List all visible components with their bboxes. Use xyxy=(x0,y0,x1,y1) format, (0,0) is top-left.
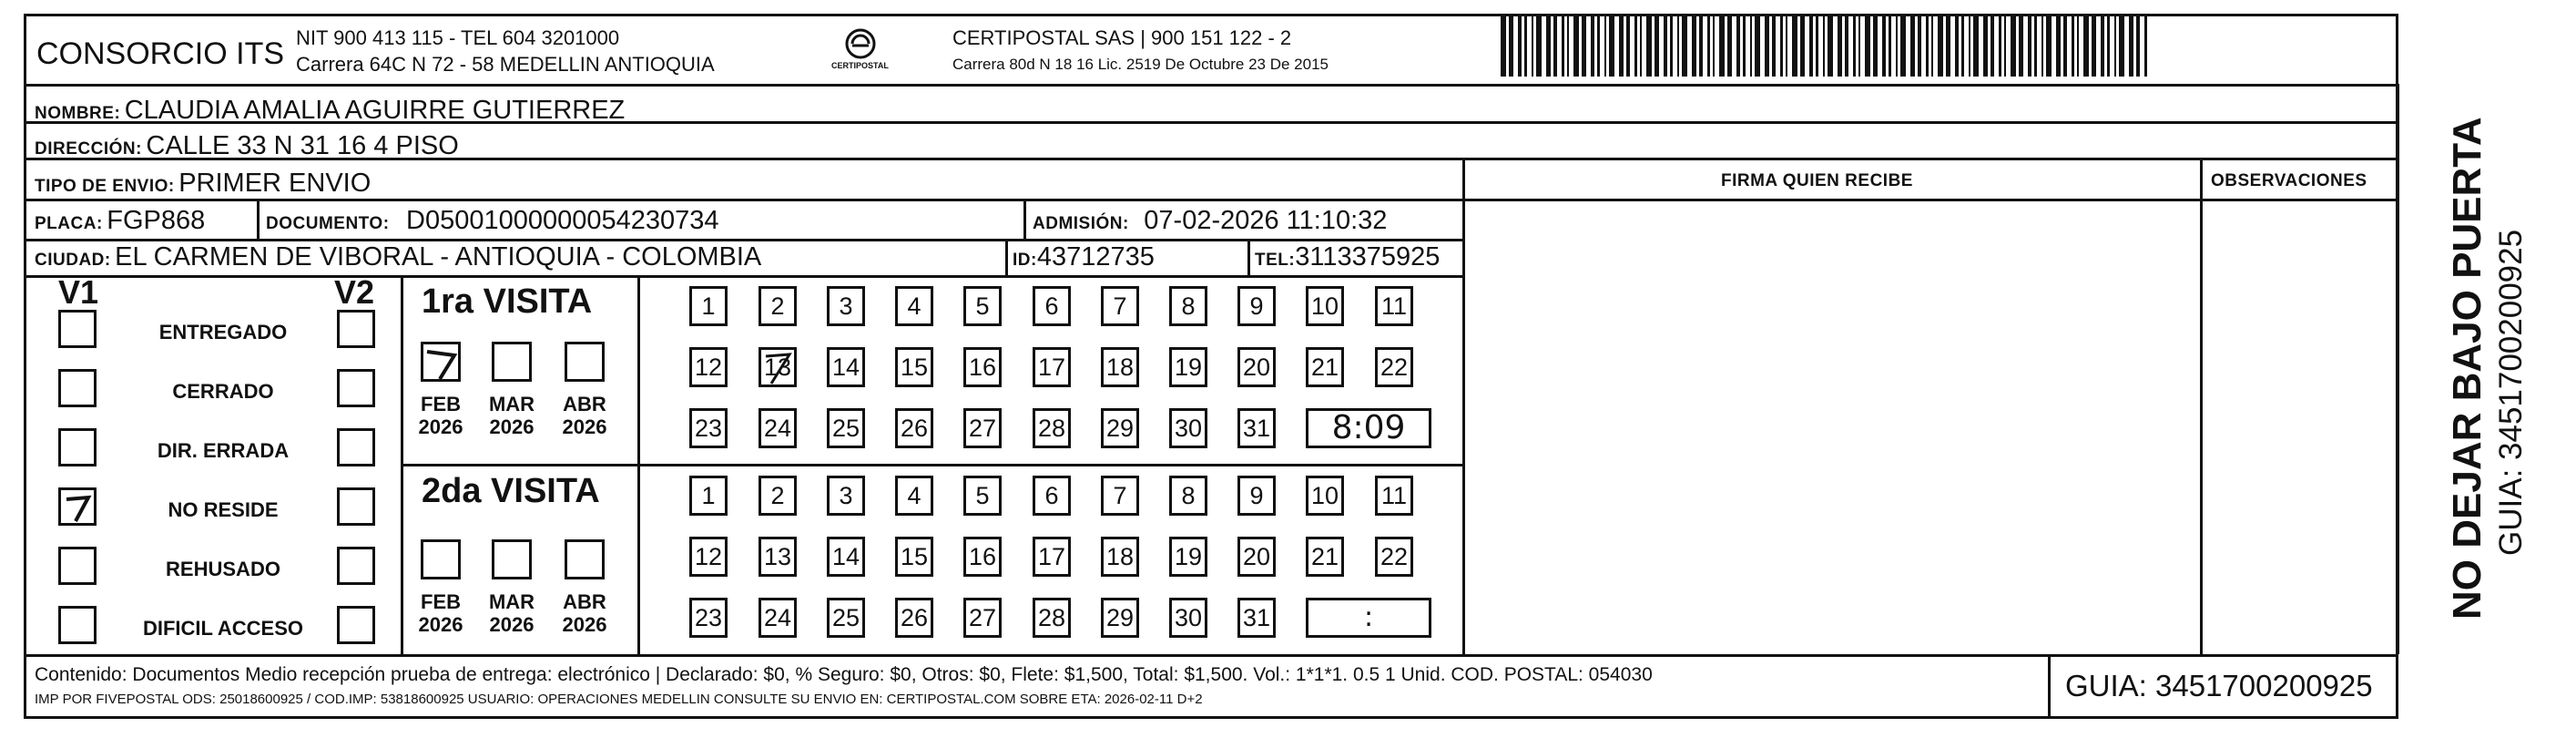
month-label: ABR 2026 xyxy=(562,590,607,637)
first-visit-time-box[interactable]: 8:09 xyxy=(1306,408,1431,448)
second-visit-day-box[interactable]: 13 xyxy=(759,537,797,577)
v1-checkbox[interactable] xyxy=(58,428,97,466)
firma-label: FIRMA QUIEN RECIBE xyxy=(1721,171,1913,190)
month-label: FEB 2026 xyxy=(418,590,463,637)
second-visit-day-box[interactable]: 19 xyxy=(1169,537,1207,577)
first-visit-day-box[interactable]: 18 xyxy=(1101,347,1139,387)
nombre-value: CLAUDIA AMALIA AGUIRRE GUTIERREZ xyxy=(124,96,626,125)
first-visit-day-box[interactable]: 27 xyxy=(963,408,1002,448)
second-visit-day-box[interactable]: 18 xyxy=(1101,537,1139,577)
second-visit-day-box[interactable]: 4 xyxy=(895,476,933,516)
placa-label: PLACA: xyxy=(35,214,103,233)
status-option-label: ENTREGADO xyxy=(158,321,288,343)
second-visit-day-box[interactable]: 22 xyxy=(1375,537,1413,577)
first-visit-day-box[interactable]: 17 xyxy=(1033,347,1071,387)
v1-checkbox[interactable] xyxy=(58,547,97,585)
v1-checkbox[interactable] xyxy=(58,487,97,526)
direccion-label: DIRECCIÓN: xyxy=(35,139,142,159)
footer-guia: GUIA: 3451700200925 xyxy=(2065,669,2373,702)
guia-box-divider xyxy=(2048,654,2051,718)
second-visit-day-box[interactable]: 6 xyxy=(1033,476,1071,516)
v2-checkbox[interactable] xyxy=(337,428,375,466)
day-check-mark xyxy=(759,347,797,387)
first-visit-day-box[interactable]: 25 xyxy=(827,408,865,448)
first-visit-day-box[interactable]: 21 xyxy=(1306,347,1344,387)
status-option-label: DIR. ERRADA xyxy=(157,439,290,462)
first-visit-day-box[interactable]: 31 xyxy=(1237,408,1276,448)
company-line-2: Carrera 64C N 72 - 58 MEDELLIN ANTIOQUIA xyxy=(296,53,715,76)
id-value: 43712735 xyxy=(1036,242,1155,272)
tipo-envio-value: PRIMER ENVIO xyxy=(178,169,372,198)
first-visit-day-box[interactable]: 29 xyxy=(1101,408,1139,448)
v1-checkbox[interactable] xyxy=(58,310,97,348)
second-visit-day-box[interactable]: 14 xyxy=(827,537,865,577)
month-label: ABR 2026 xyxy=(562,393,607,439)
first-visit-day-box[interactable]: 24 xyxy=(759,408,797,448)
footer-imp: IMP POR FIVEPOSTAL ODS: 25018600925 / COD.IMP: 53818600925 USUARIO: OPERACIONES MEDELLIN CONSULTE SU ENVIO EN: CERTIPOSTAL.COM SOBRE ETA: 2026-02-11 D+2 xyxy=(35,692,1203,707)
v2-checkbox[interactable] xyxy=(337,369,375,407)
ciudad-value: EL CARMEN DE VIBORAL - ANTIOQUIA - COLOMBIA xyxy=(115,242,762,272)
first-visit-day-box[interactable]: 19 xyxy=(1169,347,1207,387)
second-visit-day-box[interactable]: 10 xyxy=(1306,476,1344,516)
second-visit-day-box[interactable]: 16 xyxy=(963,537,1002,577)
second-visit-day-box[interactable]: 1 xyxy=(689,476,728,516)
second-visit-day-box[interactable]: 23 xyxy=(689,598,728,638)
month-label: MAR 2026 xyxy=(488,590,535,637)
month-label: FEB 2026 xyxy=(418,393,463,439)
second-visit-day-box[interactable]: 3 xyxy=(827,476,865,516)
second-visit-time-box[interactable]: : xyxy=(1306,598,1431,638)
second-visit-month-checkbox[interactable] xyxy=(421,539,461,579)
month-label: MAR 2026 xyxy=(488,393,535,439)
tel-label: TEL: xyxy=(1255,251,1296,270)
first-visit-day-box[interactable]: 26 xyxy=(895,408,933,448)
second-visit-day-box[interactable]: 5 xyxy=(963,476,1002,516)
first-visit-day-box[interactable]: 14 xyxy=(827,347,865,387)
first-visit-month-checkbox[interactable] xyxy=(492,342,532,382)
second-visit-day-box[interactable]: 15 xyxy=(895,537,933,577)
first-visit-month-checkbox[interactable] xyxy=(565,342,605,382)
first-visit-day-box[interactable]: 10 xyxy=(1306,286,1344,326)
second-visit-day-box[interactable]: 30 xyxy=(1169,598,1207,638)
first-visit-day-box[interactable]: 15 xyxy=(895,347,933,387)
first-visit-day-box[interactable]: 3 xyxy=(827,286,865,326)
side-guia: GUIA: 3451700200925 xyxy=(2493,229,2529,556)
v2-checkbox[interactable] xyxy=(337,310,375,348)
first-visit-day-box[interactable]: 16 xyxy=(963,347,1002,387)
footer-contenido: Contenido: Documentos Medio recepción prueba de entrega: electrónico | Declarado: $0, % Seguro: $0, Otros: $0, Flete: $1,500, Total: $1,500. Vol.: 1*1*1. 0.5 1 Unid. COD. POSTAL: 054030 xyxy=(35,664,1653,685)
company-name: CONSORCIO ITS xyxy=(36,36,285,71)
second-visit-day-box[interactable]: 8 xyxy=(1169,476,1207,516)
second-visit-day-box[interactable]: 20 xyxy=(1237,537,1276,577)
v1-checkbox[interactable] xyxy=(58,369,97,407)
v2-label: V2 xyxy=(334,273,375,311)
certipostal-logo: CERTIPOSTAL xyxy=(829,26,892,75)
first-visit-day-box[interactable]: 8 xyxy=(1169,286,1207,326)
second-visit-day-box[interactable]: 24 xyxy=(759,598,797,638)
nombre-label: NOMBRE: xyxy=(35,104,121,123)
second-visit-day-box[interactable]: 26 xyxy=(895,598,933,638)
second-visit-day-box[interactable]: 17 xyxy=(1033,537,1071,577)
first-visit-day-box[interactable]: 23 xyxy=(689,408,728,448)
second-visit-month-checkbox[interactable] xyxy=(565,539,605,579)
v2-checkbox[interactable] xyxy=(337,487,375,526)
second-visit-day-box[interactable]: 29 xyxy=(1101,598,1139,638)
second-visit-day-box[interactable]: 2 xyxy=(759,476,797,516)
second-visit-day-box[interactable]: 11 xyxy=(1375,476,1413,516)
documento-value: D05001000000054230734 xyxy=(406,206,719,235)
first-visit-day-box[interactable]: 28 xyxy=(1033,408,1071,448)
status-option-label: DIFICIL ACCESO xyxy=(142,617,303,640)
second-visit-month-checkbox[interactable] xyxy=(492,539,532,579)
second-visit-day-box[interactable]: 12 xyxy=(689,537,728,577)
tel-value: 3113375925 xyxy=(1295,242,1441,272)
first-visit-day-box[interactable]: 2 xyxy=(759,286,797,326)
second-visit-day-box[interactable]: 31 xyxy=(1237,598,1276,638)
second-visit-day-box[interactable]: 25 xyxy=(827,598,865,638)
v1-checkbox[interactable] xyxy=(58,606,97,644)
first-visit-month-checkbox[interactable] xyxy=(421,342,461,382)
ciudad-label: CIUDAD: xyxy=(35,251,111,270)
first-visit-day-box[interactable]: 22 xyxy=(1375,347,1413,387)
first-visit-day-box[interactable]: 13 xyxy=(759,347,797,387)
no-dejar-bajo-puerta: NO DEJAR BAJO PUERTA xyxy=(2445,117,2489,620)
observaciones-label: OBSERVACIONES xyxy=(2211,171,2367,190)
first-visit-day-box[interactable]: 1 xyxy=(689,286,728,326)
v1-label: V1 xyxy=(58,273,99,311)
tipo-envio-label: TIPO DE ENVIO: xyxy=(35,177,175,196)
status-option-label: CERRADO xyxy=(172,380,274,403)
admision-value: 07-02-2026 11:10:32 xyxy=(1144,206,1388,235)
first-visit-day-box[interactable]: 30 xyxy=(1169,408,1207,448)
courier-line-2: Carrera 80d N 18 16 Lic. 2519 De Octubre 23 De 2015 xyxy=(952,56,1329,73)
first-visit-day-box[interactable]: 9 xyxy=(1237,286,1276,326)
admision-label: ADMISIÓN: xyxy=(1033,214,1129,233)
first-visit-day-box[interactable]: 4 xyxy=(895,286,933,326)
id-label: ID: xyxy=(1013,251,1037,270)
barcode xyxy=(1501,16,2154,77)
first-visit-title: 1ra VISITA xyxy=(422,282,593,321)
second-visit-day-box[interactable]: 7 xyxy=(1101,476,1139,516)
first-visit-day-box[interactable]: 20 xyxy=(1237,347,1276,387)
placa-value: FGP868 xyxy=(107,206,206,235)
first-visit-day-box[interactable]: 5 xyxy=(963,286,1002,326)
documento-label: DOCUMENTO: xyxy=(266,214,390,233)
v2-checkbox[interactable] xyxy=(337,547,375,585)
second-visit-day-box[interactable]: 28 xyxy=(1033,598,1071,638)
header-divider xyxy=(24,84,2398,87)
direccion-value: CALLE 33 N 31 16 4 PISO xyxy=(146,131,459,160)
second-visit-day-box[interactable]: 21 xyxy=(1306,537,1344,577)
company-line-1: NIT 900 413 115 - TEL 604 3201000 xyxy=(296,26,620,49)
second-visit-day-box[interactable]: 9 xyxy=(1237,476,1276,516)
first-visit-day-box[interactable]: 11 xyxy=(1375,286,1413,326)
v2-checkbox[interactable] xyxy=(337,606,375,644)
second-visit-title: 2da VISITA xyxy=(422,472,600,510)
second-visit-day-box[interactable]: 27 xyxy=(963,598,1002,638)
status-option-label: NO RESIDE xyxy=(168,498,279,521)
first-visit-day-box[interactable]: 12 xyxy=(689,347,728,387)
courier-line-1: CERTIPOSTAL SAS | 900 151 122 - 2 xyxy=(952,26,1292,49)
status-option-label: REHUSADO xyxy=(166,558,280,580)
first-visit-day-box[interactable]: 7 xyxy=(1101,286,1139,326)
first-visit-day-box[interactable]: 6 xyxy=(1033,286,1071,326)
